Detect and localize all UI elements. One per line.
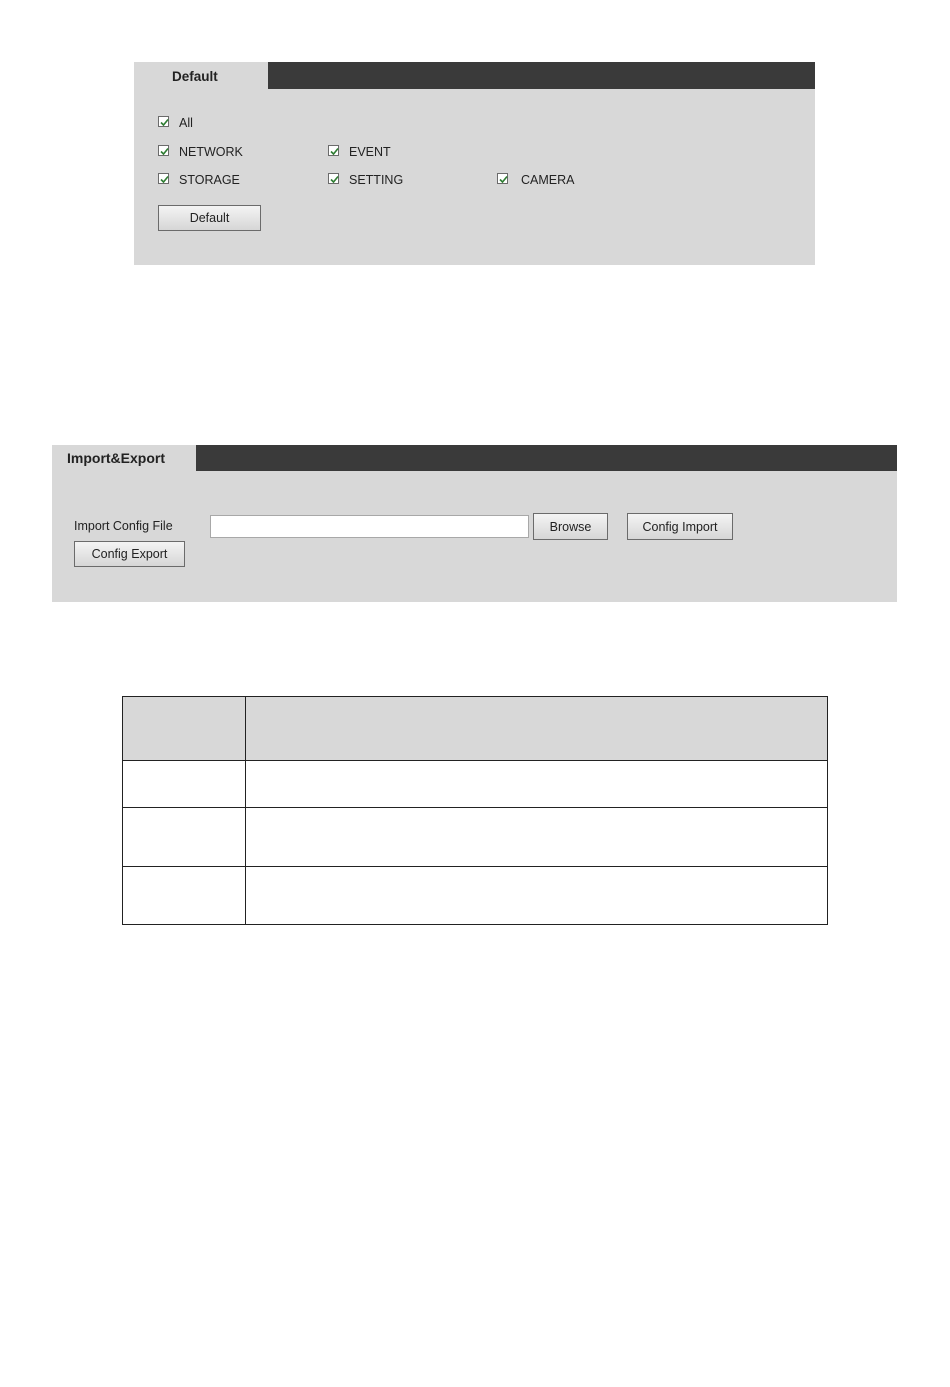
checkbox-network[interactable] — [158, 141, 243, 159]
table-cell — [123, 761, 246, 808]
table-header-cell — [123, 697, 246, 761]
tab-default-label: Default — [172, 69, 218, 84]
tab-default[interactable] — [134, 62, 268, 89]
checkbox-all-label: All — [179, 116, 193, 130]
table-cell — [123, 867, 246, 925]
default-button[interactable]: Default — [158, 205, 261, 231]
import-file-path-input[interactable] — [210, 515, 529, 538]
checkbox-camera-box[interactable] — [497, 173, 508, 184]
table-cell — [123, 808, 246, 867]
table-header-row — [123, 697, 828, 761]
checkbox-event-box[interactable] — [328, 145, 339, 156]
checkbox-storage-label: STORAGE — [179, 173, 240, 187]
checkbox-storage[interactable] — [158, 169, 240, 187]
import-export-panel — [52, 445, 897, 602]
table-row — [123, 867, 828, 925]
tab-import-export[interactable] — [52, 445, 196, 471]
checkbox-event-label: EVENT — [349, 145, 391, 159]
checkbox-all-box[interactable] — [158, 116, 169, 127]
checkbox-all[interactable] — [158, 112, 193, 130]
table-cell — [246, 808, 828, 867]
table-row — [123, 808, 828, 867]
table-cell — [246, 867, 828, 925]
tab-import-export-label: Import&Export — [67, 450, 165, 466]
checkbox-event[interactable] — [328, 141, 391, 159]
browse-button[interactable]: Browse — [533, 513, 608, 540]
checkbox-camera[interactable] — [497, 169, 574, 187]
table-header-cell — [246, 697, 828, 761]
parameter-table — [122, 696, 828, 925]
checkbox-setting-label: SETTING — [349, 173, 404, 187]
checkbox-network-label: NETWORK — [179, 145, 243, 159]
checkbox-storage-box[interactable] — [158, 173, 169, 184]
checkbox-network-box[interactable] — [158, 145, 169, 156]
checkbox-setting-box[interactable] — [328, 173, 339, 184]
table-row — [123, 761, 828, 808]
checkbox-camera-label: CAMERA — [521, 173, 575, 187]
table-cell — [246, 761, 828, 808]
config-import-button[interactable]: Config Import — [627, 513, 733, 540]
checkbox-setting[interactable] — [328, 169, 403, 187]
config-export-button[interactable]: Config Export — [74, 541, 185, 567]
default-panel — [134, 62, 815, 265]
import-config-file-label: Import Config File — [74, 519, 173, 533]
